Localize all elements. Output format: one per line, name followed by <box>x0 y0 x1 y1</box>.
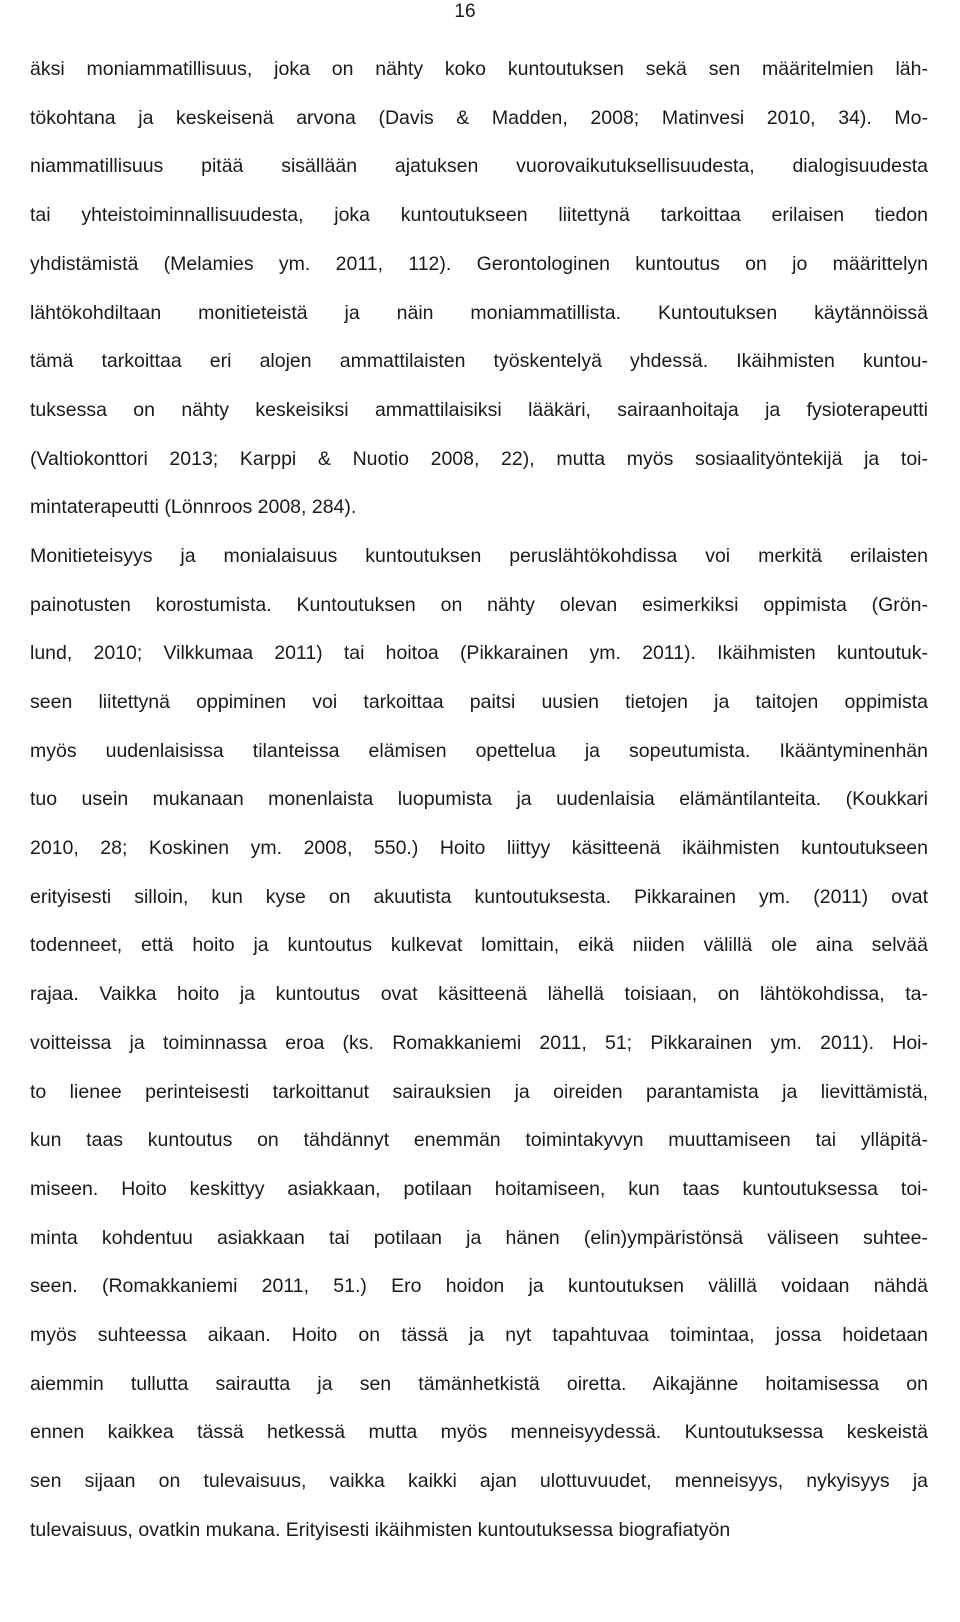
text-line: tämä tarkoittaa eri alojen ammattilaisten työskentelyä yhdessä. Ikäihmisten kuntou- <box>30 350 928 372</box>
text-line: myös suhteessa aikaan. Hoito on tässä ja nyt tapahtuvaa toimintaa, jossa hoidetaan <box>30 1324 928 1346</box>
text-line: mintaterapeutti (Lönnroos 2008, 284). <box>30 496 357 518</box>
text-line: äksi moniammatillisuus, joka on nähty koko kuntoutuksen sekä sen määritelmien läh- <box>30 58 928 80</box>
text-line: miseen. Hoito keskittyy asiakkaan, potilaan hoitamiseen, kun taas kuntoutuksessa toi- <box>30 1178 928 1200</box>
text-line: Monitieteisyys ja monialaisuus kuntoutuksen peruslähtökohdissa voi merkitä erilaisten <box>30 545 928 567</box>
text-line: tulevaisuus, ovatkin mukana. Erityisesti ikäihmisten kuntoutuksessa biografiatyön <box>30 1519 731 1541</box>
text-line: tai yhteistoiminnallisuudesta, joka kuntoutukseen liitettynä tarkoittaa erilaisen tiedon <box>30 204 928 226</box>
text-line: tökohtana ja keskeisenä arvona (Davis & Madden, 2008; Matinvesi 2010, 34). Mo- <box>30 107 928 129</box>
text-line: seen liitettynä oppiminen voi tarkoittaa paitsi uusien tietojen ja taitojen oppimista <box>30 691 928 713</box>
text-line: myös uudenlaisissa tilanteissa elämisen opettelua ja sopeutumista. Ikääntyminenhän <box>30 740 928 762</box>
text-line: to lienee perinteisesti tarkoittanut sairauksien ja oireiden parantamista ja lievittämistä, <box>30 1081 928 1103</box>
text-line: aiemmin tullutta sairautta ja sen tämänhetkistä oiretta. Aikajänne hoitamisessa on <box>30 1373 928 1395</box>
text-line: minta kohdentuu asiakkaan tai potilaan ja hänen (elin)ympäristönsä väliseen suhtee- <box>30 1227 928 1249</box>
text-line: (Valtiokonttori 2013; Karppi & Nuotio 2008, 22), mutta myös sosiaalityöntekijä ja toi- <box>30 448 928 470</box>
text-line: tuksessa on nähty keskeisiksi ammattilaisiksi lääkäri, sairaanhoitaja ja fysioterapeutti <box>30 399 928 421</box>
text-line: seen. (Romakkaniemi 2011, 51.) Ero hoidon ja kuntoutuksen välillä voidaan nähdä <box>30 1275 928 1297</box>
text-line: 2010, 28; Koskinen ym. 2008, 550.) Hoito liittyy käsitteenä ikäihmisten kuntoutukseen <box>30 837 928 859</box>
text-line: painotusten korostumista. Kuntoutuksen on nähty olevan esimerkiksi oppimista (Grön- <box>30 594 928 616</box>
text-line: ennen kaikkea tässä hetkessä mutta myös menneisyydessä. Kuntoutuksessa keskeistä <box>30 1421 928 1443</box>
text-line: rajaa. Vaikka hoito ja kuntoutus ovat käsitteenä lähellä toisiaan, on lähtökohdissa, ta- <box>30 983 928 1005</box>
text-line: sen sijaan on tulevaisuus, vaikka kaikki ajan ulottuvuudet, menneisyys, nykyisyys ja <box>30 1470 928 1492</box>
text-line: tuo usein mukanaan monenlaista luopumista ja uudenlaisia elämäntilanteita. (Koukkari <box>30 788 928 810</box>
text-line: niammatillisuus pitää sisällään ajatuksen vuorovaikutuksellisuudesta, dialogisuudesta <box>30 155 928 177</box>
text-line: erityisesti silloin, kun kyse on akuutista kuntoutuksesta. Pikkarainen ym. (2011) ovat <box>30 886 928 908</box>
text-line: voitteissa ja toiminnassa eroa (ks. Romakkaniemi 2011, 51; Pikkarainen ym. 2011). Hoi- <box>30 1032 928 1054</box>
page-number: 16 <box>454 1 476 22</box>
text-line: todenneet, että hoito ja kuntoutus kulkevat lomittain, eikä niiden välillä ole aina selvää <box>30 934 928 956</box>
text-line: lund, 2010; Vilkkumaa 2011) tai hoitoa (Pikkarainen ym. 2011). Ikäihmisten kuntoutuk- <box>30 642 928 664</box>
text-line: lähtökohdiltaan monitieteistä ja näin moniammatillista. Kuntoutuksen käytännöissä <box>30 302 928 324</box>
text-line: kun taas kuntoutus on tähdännyt enemmän toimintakyvyn muuttamiseen tai ylläpitä- <box>30 1129 928 1151</box>
text-line: yhdistämistä (Melamies ym. 2011, 112). Gerontologinen kuntoutus on jo määrittelyn <box>30 253 928 275</box>
